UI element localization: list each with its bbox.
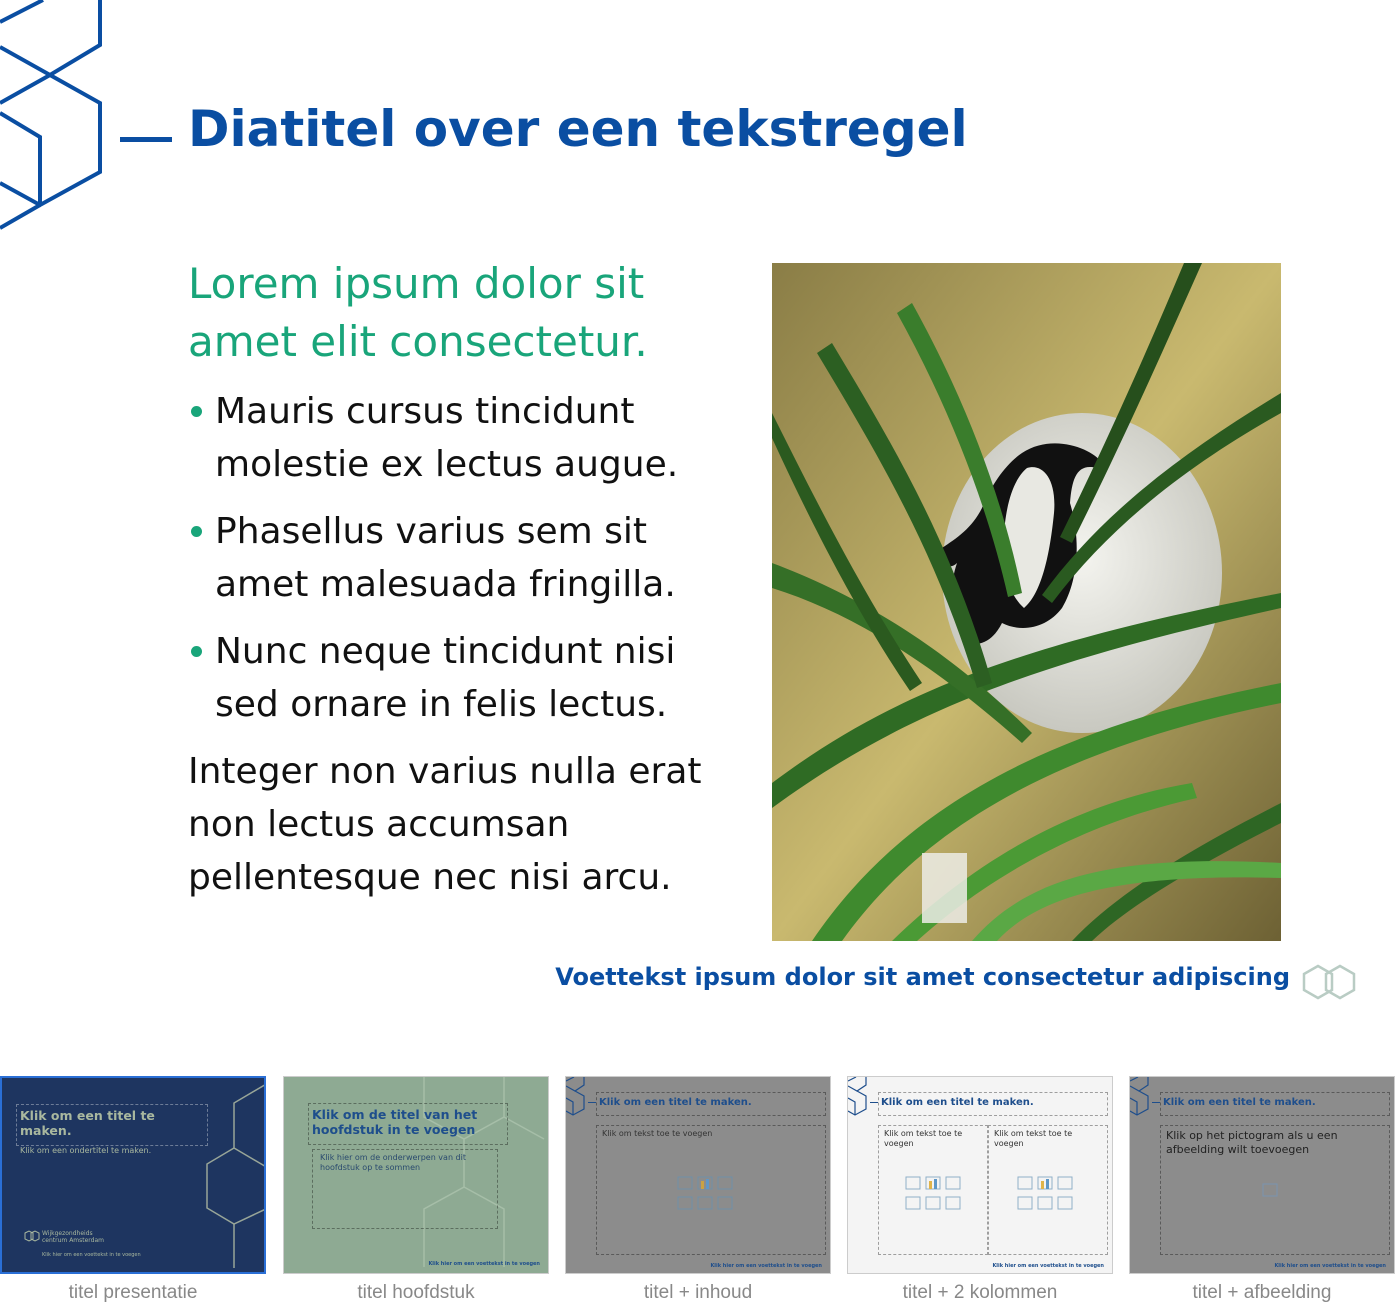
layout-thumb-titel-inhoud[interactable] <box>565 1076 831 1274</box>
thumb-body: Klik om tekst toe te voegen <box>602 1129 713 1138</box>
thumb-hex-corner-icon <box>566 1077 588 1121</box>
footer-logo-icon <box>1300 962 1358 1002</box>
photo-plant-penguin-image[interactable] <box>772 263 1281 941</box>
thumb-title-placeholder <box>16 1104 208 1146</box>
thumb-title-placeholder <box>878 1092 1108 1116</box>
footer-text[interactable]: Voettekst ipsum dolor sit amet consectetur adipiscing <box>555 963 1290 991</box>
thumb-subtitle: Klik om een ondertitel te maken. <box>20 1146 152 1155</box>
thumb-title: Klik om een titel te maken. <box>1163 1097 1316 1108</box>
content-placeholder[interactable] <box>188 255 748 904</box>
thumb-logo-icon <box>24 1230 40 1242</box>
content-insert-icons <box>676 1175 736 1213</box>
bullet-dot-icon <box>191 406 202 417</box>
bullet-dot-icon <box>191 526 202 537</box>
thumb-title-placeholder <box>596 1092 826 1116</box>
thumb-title: Klik om een titel te maken. <box>881 1097 1034 1108</box>
bullet-text: Nunc neque tincidunt nisi sed ornare in felis lectus. <box>215 631 676 725</box>
body-paragraph: Integer non varius nulla erat non lectus accumsan pellentesque nec nisi arcu. <box>188 751 702 898</box>
thumb-title: Klik om de titel van het hoofdstuk in te voegen <box>312 1107 478 1137</box>
thumb-title: Klik om een titel te maken. <box>20 1108 155 1138</box>
thumb-footer: Klik hier om een voettekst in te voegen <box>42 1252 141 1258</box>
bullet-item <box>188 505 748 611</box>
content-insert-icons <box>1016 1175 1076 1213</box>
layout-thumb-titel-hoofdstuk[interactable] <box>283 1076 549 1274</box>
layout-label: titel hoofdstuk <box>357 1282 475 1303</box>
thumb-hex-corner-icon <box>848 1077 870 1121</box>
thumb-col1: Klik om tekst toe te voegen <box>884 1129 963 1148</box>
bullet-text: Phasellus varius sem sit amet malesuada fringilla. <box>215 511 676 605</box>
layout-thumb-titel-2-kolommen[interactable] <box>847 1076 1113 1274</box>
thumb-body: Klik hier om de onderwerpen van dit hoofdstuk op te sommen <box>320 1153 466 1172</box>
layout-thumb-titel-presentatie[interactable] <box>0 1076 266 1274</box>
layout-thumb-titel-afbeelding[interactable] <box>1129 1076 1395 1274</box>
layout-label: titel + 2 kolommen <box>902 1282 1058 1303</box>
bullet-item <box>188 625 748 731</box>
subtitle: Lorem ipsum dolor sit amet elit consectetur. <box>188 259 648 366</box>
thumb-title-placeholder <box>308 1103 508 1145</box>
picture-insert-icon <box>1262 1183 1278 1197</box>
thumb-body-placeholder <box>312 1149 498 1229</box>
bullet-list <box>188 385 748 731</box>
thumb-hex-corner-icon <box>1130 1077 1152 1121</box>
thumb-title-placeholder <box>1160 1092 1390 1116</box>
slide-title[interactable]: Diatitel over een tekstregel <box>188 100 968 158</box>
hexagon-decoration-icon <box>0 0 110 235</box>
title-accent-dash <box>120 137 172 142</box>
bullet-dot-icon <box>191 646 202 657</box>
thumb-footer: Klik hier om een voettekst in te voegen <box>428 1261 540 1267</box>
thumb-footer: Klik hier om een voettekst in te voegen <box>1274 1263 1386 1269</box>
layout-label: titel presentatie <box>68 1282 198 1303</box>
thumb-body: Klik op het pictogram als u een afbeelding wilt toevoegen <box>1166 1129 1338 1156</box>
thumb-logo-text: Wijkgezondheids centrum Amsterdam <box>42 1230 104 1244</box>
bullet-item <box>188 385 748 491</box>
thumb-title: Klik om een titel te maken. <box>599 1097 752 1108</box>
layout-thumbnail-strip <box>0 1076 1396 1310</box>
bullet-text: Mauris cursus tincidunt molestie ex lectus augue. <box>215 391 679 485</box>
thumb-footer: Klik hier om een voettekst in te voegen <box>710 1263 822 1269</box>
content-insert-icons <box>904 1175 964 1213</box>
thumb-footer: Klik hier om een voettekst in te voegen <box>992 1263 1104 1269</box>
thumb-col2: Klik om tekst toe te voegen <box>994 1129 1073 1148</box>
layout-label: titel + inhoud <box>643 1282 753 1303</box>
layout-label: titel + afbeelding <box>1192 1282 1332 1303</box>
